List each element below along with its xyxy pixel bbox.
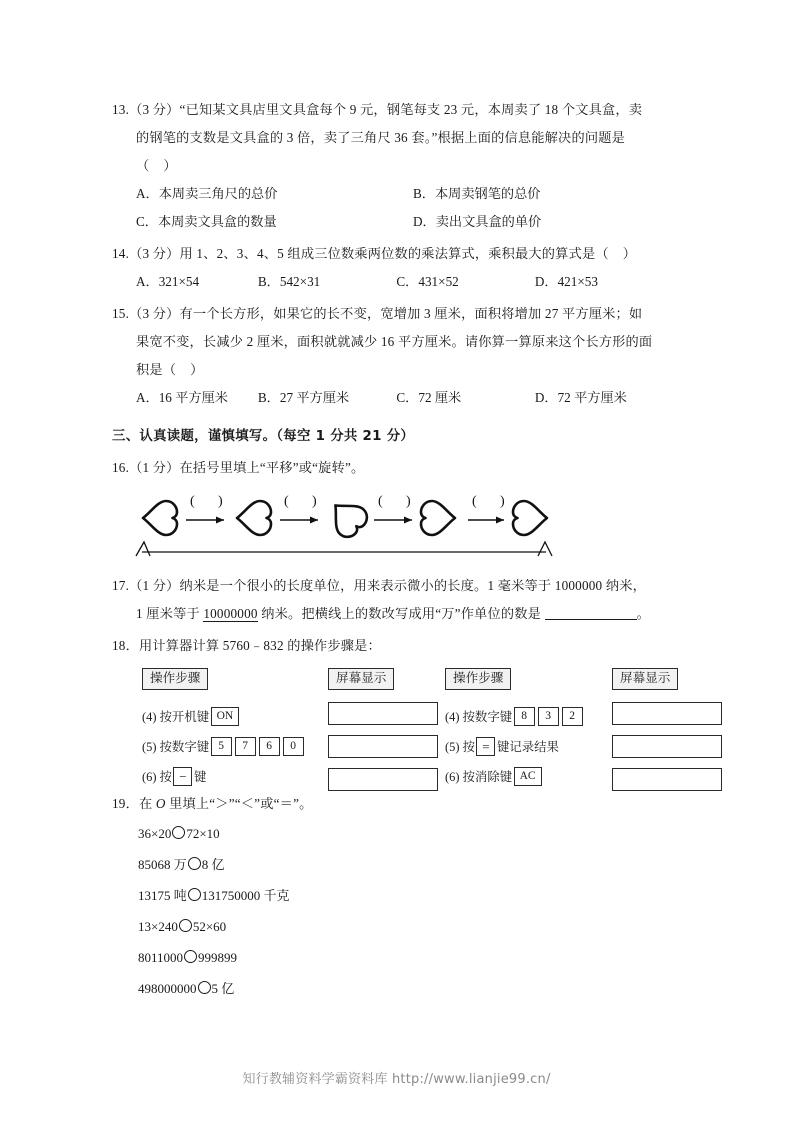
heart-transformation-figure [134,492,554,566]
comparison-left: 36×20 [138,826,172,841]
comparison-left: 498000000 [138,981,197,996]
q13-option-c[interactable]: C．本周卖文具盒的数量 [136,214,277,229]
q19-prompt-variable: O [155,796,166,811]
q14-option-d[interactable]: D．421×53 [534,274,598,289]
calc-left-row-2-label: (5) 按数字键 [142,740,210,754]
page-content [112,96,690,1008]
comparison-right: 52×60 [192,919,227,934]
q13-option-b[interactable]: B．本周卖钢笔的总价 [413,186,541,201]
calc-right-screen-header: 屏幕显示 [612,668,678,690]
q17-line2-pre: 1 厘米等于 [136,606,204,621]
calc-left-row-2 [142,731,305,761]
q15-option-d[interactable]: D．72 平方厘米 [534,390,627,405]
heart-5 [513,501,547,535]
q19-prompt [112,790,690,818]
comparison-row [138,880,690,911]
calc-left-row-1-label: (4) 按开机键 [142,710,210,724]
comparison-right: 131750000 千克 [201,888,290,903]
calculator-steps-table [112,668,690,786]
calc-right-row-3 [445,761,584,791]
comparison-row [138,911,690,942]
q17-line-1: 17.（1 分）纳米是一个很小的长度单位，用来表示微小的长度。1 毫米等于 1000000 纳米， [112,578,646,593]
q17-answer-blank[interactable] [545,606,637,620]
q15-line-3: 积是（ ） [136,362,204,377]
comparison-row [138,849,690,880]
comparison-right: 8 亿 [201,857,225,872]
gap-label-2: ( [284,494,289,509]
comparison-answer-circle[interactable] [179,919,192,932]
comparison-answer-circle[interactable] [184,950,197,963]
key-equals[interactable]: = [476,737,495,756]
comparison-answer-circle[interactable] [198,981,211,994]
svg-text:): ) [312,494,317,509]
calc-left-row-3-label-after: 键 [193,770,207,784]
calc-right-row-1-label: (4) 按数字键 [445,710,513,724]
q14-options-row [112,268,690,296]
comparison-right: 5 亿 [211,981,235,996]
q19-comparison-list [112,818,690,1004]
q15-option-b[interactable]: B．27 平方厘米 [257,390,350,405]
calc-right-action-column [445,668,584,791]
question-13 [112,96,690,236]
calc-left-screen-1[interactable] [328,702,438,725]
calc-right-screen-1[interactable] [612,702,722,725]
q14-line-1: 14.（3 分）用 1、2、3、4、5 组成三位数乘两位数的乘法算式，乘积最大的算式是（ ） [112,246,637,261]
footer-watermark: 知行教辅资料学霸资料库 http://www.lianjie99.cn/ [242,1072,551,1087]
question-19 [112,790,690,1004]
key-2[interactable]: 2 [562,707,583,726]
q13-option-d[interactable]: D．卖出文具盒的单价 [413,214,542,229]
calc-left-screen-2[interactable] [328,735,438,758]
q15-options-row [112,384,690,412]
key-8[interactable]: 8 [514,707,535,726]
heart-2 [237,501,271,535]
calc-right-row-3-label: (6) 按消除键 [445,770,513,784]
calc-left-row-3-label: (6) 按 [142,770,172,784]
svg-text:): ) [500,494,505,509]
calc-right-row-2-label: (5) 按 [445,740,475,754]
q15-option-c[interactable]: C．72 厘米 [396,390,462,405]
comparison-row [138,973,690,1004]
calc-left-action-header: 操作步骤 [142,668,208,690]
comparison-right: 72×10 [186,826,220,841]
key-minus[interactable]: − [173,767,192,786]
section-three-heading: 三、认真读题，谨慎填写。（每空 1 分共 21 分） [112,429,415,444]
q15-option-a[interactable]: A．16 平方厘米 [136,390,228,405]
heart-1 [143,501,177,535]
heart-3 [323,493,371,541]
comparison-answer-circle[interactable] [172,826,185,839]
q13-line-1: 13.（3 分）“已知某文具店里文具盒每个 9 元，钢笔每支 23 元，本周卖了 18 个文具盒，卖 [112,102,643,117]
key-on[interactable]: ON [211,707,240,726]
comparison-answer-circle[interactable] [188,888,201,901]
gap-label-4: ( [472,494,477,509]
comparison-left: 8011000 [138,950,184,965]
q17-underlined-number: 10000000 [203,606,258,621]
q17-line2-mid: 纳米。把横线上的数改写成用“万”作单位的数是 [257,606,542,621]
calc-left-screen-3[interactable] [328,768,438,791]
q14-option-c[interactable]: C．431×52 [396,274,459,289]
heart-4 [421,501,455,535]
key-3[interactable]: 3 [538,707,559,726]
calc-left-row-3 [142,761,305,791]
q14-option-a[interactable]: A．321×54 [136,274,200,289]
q17-line-2 [112,600,690,628]
calc-left-screen-column [328,668,438,791]
question-15 [112,300,690,412]
q13-line-2: 的钢笔的支数是文具盒的 3 倍，卖了三角尺 36 套。”根据上面的信息能解决的问题是 [136,130,625,145]
question-16 [112,454,690,566]
comparison-left: 13×240 [138,919,178,934]
q17-line2-post: 。 [636,606,650,621]
key-6[interactable]: 6 [259,737,280,756]
gap-label-3: ( [378,494,383,509]
q13-line-3: （ ） [136,158,177,173]
comparison-left: 13175 吨 [138,888,187,903]
question-17 [112,572,690,628]
gap-label-1: ( [190,494,195,509]
key-5[interactable]: 5 [211,737,232,756]
comparison-right: 999899 [198,950,238,965]
comparison-answer-circle[interactable] [188,857,201,870]
q16-prompt: 16.（1 分）在括号里填上“平移”或“旋转”。 [112,460,365,475]
calc-right-row-2 [445,731,584,761]
q15-line-1: 15.（3 分）有一个长方形，如果它的长不变，宽增加 3 厘米，面积将增加 27 平方厘米；如 [112,306,643,321]
comparison-row [138,818,690,849]
q13-options-row-1 [112,180,690,208]
q18-prompt: 18．用计算器计算 5760﹣832 的操作步骤是： [112,638,381,653]
q13-option-a[interactable]: A．本周卖三角尺的总价 [136,186,278,201]
comparison-left: 85068 万 [138,857,187,872]
comparison-row [138,942,690,973]
svg-text:): ) [218,494,223,509]
q19-prompt-post: 里填上“＞”“＜”或“＝”。 [165,796,313,811]
q15-line-2: 果宽不变，长减少 2 厘米，面积就就减少 16 平方厘米。请你算一算原来这个长方形的面 [136,334,653,349]
calc-right-screen-column [612,668,722,791]
q13-options-row-2 [112,208,690,236]
svg-text:): ) [406,494,411,509]
question-18 [112,632,690,786]
calc-left-screen-header: 屏幕显示 [328,668,394,690]
q14-option-b[interactable]: B．542×31 [257,274,321,289]
calc-right-screen-3[interactable] [612,768,722,791]
calc-right-row-2-label-after: 键记录结果 [496,740,559,754]
question-14 [112,240,690,296]
calc-right-screen-2[interactable] [612,735,722,758]
calc-left-row-1 [142,701,305,731]
key-ac[interactable]: AC [514,767,542,786]
key-7[interactable]: 7 [235,737,256,756]
calc-right-row-1 [445,701,584,731]
calc-right-action-header: 操作步骤 [445,668,511,690]
calc-left-action-column [142,668,305,791]
q19-prompt-pre: 19．在 [112,796,156,811]
key-0[interactable]: 0 [283,737,304,756]
